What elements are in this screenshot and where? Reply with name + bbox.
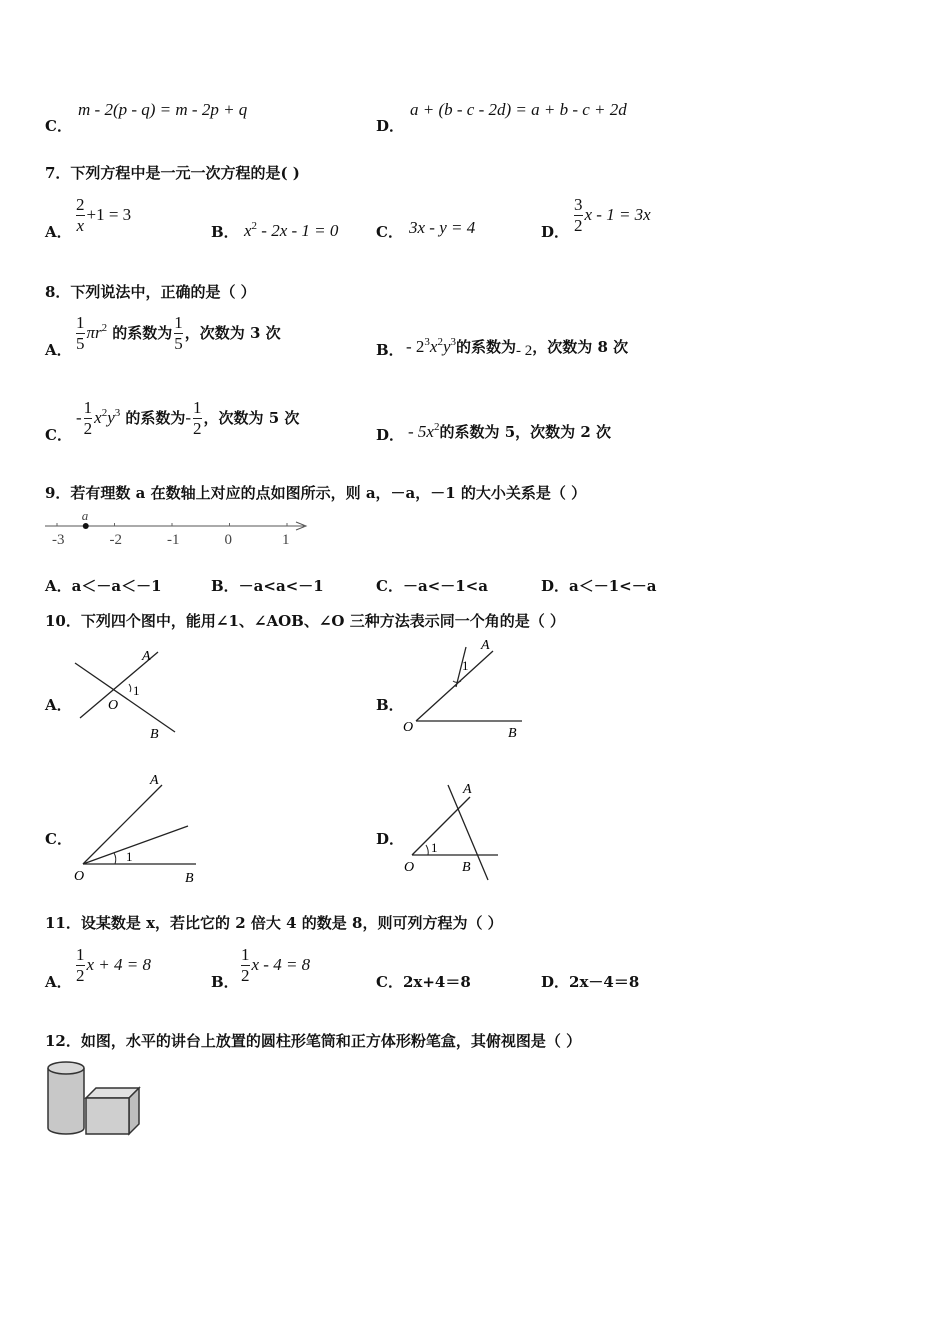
q11-a-denominator: 2: [76, 966, 85, 985]
q10-figure-b: [398, 637, 528, 742]
q9-option-b: B．－a<a<－1: [211, 577, 324, 595]
fig-c-angle-arc: [114, 853, 116, 864]
q10-figure-c: [70, 770, 205, 885]
q7-b-exp: 2: [251, 220, 258, 232]
q7-b-x: x: [244, 221, 252, 240]
q8-stem: 8．下列说法中，正确的是（ ）: [45, 283, 256, 301]
cylinder-body: [48, 1068, 84, 1134]
q8-b-e2: 2: [437, 336, 443, 348]
q8-b-e1: 3: [424, 336, 430, 348]
cylinder-top: [48, 1062, 84, 1074]
q7-option-c-label: C．: [376, 223, 403, 241]
q8-option-d-label: D．: [376, 426, 405, 444]
q8-a-numerator: 1: [76, 313, 85, 332]
q7-option-b-label: B．: [211, 223, 239, 241]
q7-option-c-expression: 3x - y = 4: [409, 218, 476, 237]
q8-c-text1: 的系数为: [125, 409, 186, 427]
point-a-marker: [83, 523, 89, 529]
q11-a-numerator: 1: [76, 945, 85, 964]
q11-stem: 11．设某数是 x，若比它的 2 倍大 4 的数是 8，则可列方程为（ ）: [45, 914, 503, 932]
fig-d-ray-oa: [412, 797, 470, 855]
q8-option-c-label: C．: [45, 426, 72, 444]
q11-option-a-label: A．: [45, 973, 72, 991]
q8-c-denominator2: 2: [193, 419, 202, 438]
q8-option-a-content: [74, 313, 281, 354]
q8-b-coef: - 2: [516, 343, 533, 359]
q9-option-d: D．a＜－1<－a: [541, 577, 657, 595]
q10-option-a-label: A．: [45, 696, 72, 714]
q8-c-x: x: [94, 408, 102, 427]
q8-c-e1: 2: [101, 407, 108, 419]
q8-option-a-label: A．: [45, 341, 72, 359]
fig-b-label-a: A: [481, 638, 490, 653]
q10-option-d-label: D．: [376, 830, 405, 848]
q7-option-b-expression: [244, 220, 338, 241]
q7-a-numerator: 2: [76, 195, 85, 214]
q8-c-numerator2: 1: [193, 398, 202, 417]
q7-b-rest: - 2x - 1 = 0: [257, 221, 339, 240]
q11-option-d: D．2x－4＝8: [541, 973, 640, 991]
q8-c-numerator: 1: [83, 398, 93, 417]
q8-b-base: - 2: [406, 337, 425, 356]
q11-option-b-label: B．: [211, 973, 239, 991]
q8-c-sign2: -: [185, 408, 192, 427]
fig-a-line-ob: [75, 663, 175, 732]
q8-b-text1: 的系数为: [456, 338, 517, 356]
fig-a-label-a: A: [142, 649, 151, 664]
q8-b-x: x: [429, 337, 438, 356]
q8-a-term: πr: [86, 323, 102, 342]
fig-d-label-b: B: [462, 860, 471, 875]
fig-b-ray-oa: [416, 651, 493, 721]
q8-a-numerator2: 1: [174, 313, 183, 332]
fig-b-label-b: B: [508, 726, 517, 741]
q8-option-b-content: [406, 336, 628, 360]
fig-c-label-o: O: [74, 869, 85, 884]
number-line-tick-label: -3: [52, 532, 65, 548]
q8-a-text2: ，次数为 3 次: [184, 324, 281, 342]
q8-d-base: - 5x: [408, 422, 434, 441]
q6-option-d-label: D．: [376, 117, 405, 135]
fig-a-angle-arc: [129, 684, 131, 692]
q8-b-text2: ，次数为 8 次: [532, 338, 629, 356]
q9-number-line: [40, 505, 315, 550]
q7-option-d-expression: [572, 195, 651, 236]
q9-stem: 9．若有理数 a 在数轴上对应的点如图所示，则 a，－a，－1 的大小关系是（ ）: [45, 484, 587, 502]
q8-c-e2: 3: [114, 407, 121, 419]
fig-c-label-1: 1: [126, 849, 133, 864]
q9-option-c: C．－a<－1<a: [376, 577, 488, 595]
q8-a-denominator2: 5: [174, 334, 183, 353]
q10-stem: 10．下列四个图中，能用∠1、∠AOB、∠O 三种方法表示同一个角的是（ ）: [45, 612, 565, 630]
fig-c-middle-ray: [83, 826, 188, 864]
q8-a-denominator: 5: [76, 334, 85, 353]
q10-option-c-label: C．: [45, 830, 72, 848]
q6-option-c-label: C．: [45, 117, 72, 135]
cube-front-face: [86, 1098, 129, 1134]
fig-d-label-1: 1: [431, 840, 438, 855]
fig-b-label-o: O: [403, 720, 414, 735]
number-line-tick-label: -2: [109, 532, 122, 548]
q9-option-a: A．a＜－a＜－1: [45, 577, 162, 595]
fig-c-ray-oa: [83, 785, 162, 864]
fig-b-label-1: 1: [462, 658, 469, 673]
q11-option-a-expression: [74, 945, 151, 986]
q8-b-y: y: [442, 337, 451, 356]
fig-a-label-o: O: [108, 698, 119, 713]
fig-a-label-b: B: [150, 727, 159, 742]
q7-option-d-label: D．: [541, 223, 570, 241]
q8-d-exp: 2: [433, 421, 440, 433]
q6-option-c-expression: m - 2(p - q) = m - 2p + q: [78, 100, 248, 119]
q8-c-sign: -: [76, 408, 82, 427]
q7-d-rest: x - 1 = 3x: [584, 205, 651, 224]
q10-option-b-label: B．: [376, 696, 404, 714]
q8-a-exp: 2: [101, 322, 108, 334]
q10-figure-a: [70, 645, 180, 745]
q8-option-c-content: [76, 398, 299, 439]
q7-a-denominator: x: [76, 216, 85, 235]
q11-b-numerator: 1: [241, 945, 250, 964]
q10-figure-d: [398, 775, 508, 885]
number-line-tick-label: 0: [224, 532, 232, 548]
number-line-tick-label: 1: [282, 532, 290, 548]
q7-d-denominator: 2: [574, 216, 583, 235]
q8-c-denominator: 2: [83, 419, 93, 438]
q11-option-b-expression: [239, 945, 310, 986]
q7-a-rest: +1 = 3: [86, 205, 132, 224]
number-line-tick-label: -1: [167, 532, 180, 548]
q8-c-text2: ，次数为 5 次: [203, 409, 300, 427]
q11-b-denominator: 2: [241, 966, 250, 985]
q11-b-rest: x - 4 = 8: [251, 955, 311, 974]
q7-option-a-label: A．: [45, 223, 72, 241]
fig-a-label-1: 1: [133, 683, 140, 698]
fig-d-label-o: O: [404, 860, 415, 875]
q11-option-c: C．2x+4＝8: [376, 973, 471, 991]
q7-option-a-expression: [74, 195, 131, 236]
q8-d-text: 的系数为 5，次数为 2 次: [439, 423, 612, 441]
q8-option-b-label: B．: [376, 341, 404, 359]
q7-d-numerator: 3: [574, 195, 583, 214]
fig-d-label-a: A: [463, 782, 472, 797]
q7-stem: 7．下列方程中是一元一次方程的是( ): [45, 164, 300, 182]
fig-c-label-b: B: [185, 871, 194, 885]
q6-option-d-expression: a + (b - c - 2d) = a + b - c + 2d: [410, 100, 627, 119]
q8-c-y: y: [107, 408, 115, 427]
q11-a-rest: x + 4 = 8: [86, 955, 151, 974]
point-a-label: a: [81, 508, 89, 523]
fig-c-label-a: A: [150, 773, 159, 788]
q12-stem: 12．如图，水平的讲台上放置的圆柱形笔筒和正方体形粉笔盒，其俯视图是（ ）: [45, 1032, 582, 1050]
fig-d-angle-arc: [426, 845, 428, 855]
q8-b-e3: 3: [450, 336, 457, 348]
q8-option-d-content: [408, 421, 611, 442]
q12-figure-cylinder-and-cube: [44, 1058, 144, 1140]
q8-a-text1: 的系数为: [112, 324, 173, 342]
